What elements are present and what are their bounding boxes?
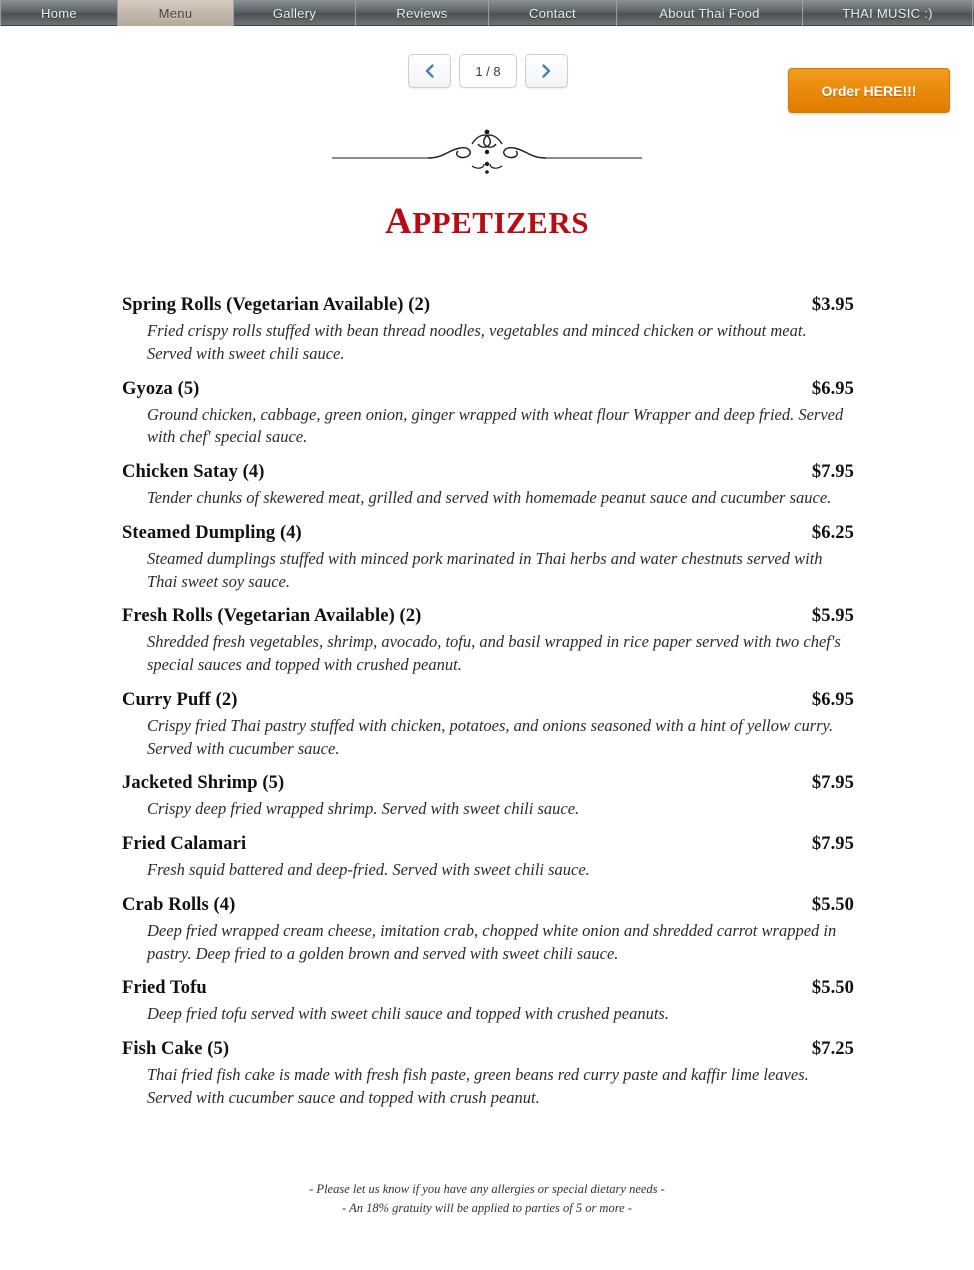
nav-item-label: Contact — [529, 5, 576, 21]
nav-item-label: THAI MUSIC :) — [842, 5, 933, 21]
menu-item-header — [120, 895, 854, 916]
menu-item-description: Deep fried tofu served with sweet chili sauce and topped with crushed peanuts. — [147, 1004, 669, 1024]
menu-item-header — [120, 1039, 854, 1060]
menu-page — [0, 26, 974, 1223]
menu-item-name: Crab Rolls (4) — [122, 894, 236, 915]
menu-item-name: Jacketed Shrimp (5) — [122, 773, 285, 794]
nav-item-thai-music[interactable] — [803, 0, 973, 26]
menu-item-header — [120, 462, 854, 483]
nav-item-contact[interactable] — [489, 0, 617, 26]
menu-item-price: $5.50 — [811, 978, 854, 999]
menu-item-price: $5.95 — [811, 606, 854, 627]
nav-item-reviews[interactable] — [356, 0, 489, 26]
menu-item-name: Gyoza (5) — [122, 378, 200, 399]
menu-item-description: Deep fried wrapped cream cheese, imitation crab, chopped white onion and shredded carrot wrapped in pastry. Deep fried to a golden brown and served with sweet chili sauce. — [147, 920, 837, 963]
menu-item-header — [120, 379, 854, 400]
next-page-button[interactable] — [525, 54, 568, 88]
page-counter: 1 / 8 — [459, 54, 517, 88]
chevron-right-icon — [541, 64, 552, 78]
menu-item-price: $5.50 — [811, 894, 854, 915]
page-title-rest: PPETIZERS — [412, 205, 589, 240]
menu-item-header — [120, 978, 854, 999]
nav-item-label: Gallery — [272, 5, 317, 21]
chevron-left-icon — [424, 64, 435, 78]
menu-item-description: Crispy fried Thai pastry stuffed with chicken, potatoes, and onions seasoned with a hint of yellow curry. Served with cucumber sauce. — [147, 715, 834, 758]
menu-item — [120, 523, 854, 594]
menu-item — [120, 379, 854, 450]
menu-item — [120, 462, 854, 510]
page-title — [0, 200, 974, 243]
nav-item-menu[interactable] — [118, 0, 234, 26]
nav-item-label: Menu — [158, 5, 193, 21]
page-navigation — [408, 54, 568, 88]
menu-item-description: Shredded fresh vegetables, shrimp, avocado, tofu, and basil wrapped in rice paper served with two chef's special sauces and topped with crushed peanut. — [147, 632, 841, 675]
menu-item-header — [120, 523, 854, 544]
menu-item-name: Fried Calamari — [122, 834, 247, 855]
menu-item-header — [120, 295, 854, 316]
menu-item-list — [120, 295, 854, 1110]
menu-item-name: Curry Puff (2) — [122, 689, 238, 710]
menu-item-description: Steamed dumplings stuffed with minced pork marinated in Thai herbs and water chestnuts served with Thai sweet soy sauce. — [147, 548, 823, 591]
menu-item — [120, 295, 854, 366]
menu-item-price: $7.95 — [811, 462, 854, 483]
nav-item-label: About Thai Food — [659, 5, 760, 21]
nav-item-home[interactable] — [0, 0, 118, 26]
menu-item-price: $6.95 — [811, 378, 854, 399]
menu-item-name: Steamed Dumpling (4) — [122, 522, 302, 543]
order-here-button[interactable]: Order HERE!!! — [788, 68, 950, 113]
menu-item-header — [120, 773, 854, 794]
page-title-initial: A — [384, 201, 413, 242]
menu-footer-notes — [0, 1180, 974, 1223]
nav-item-gallery[interactable] — [234, 0, 356, 26]
menu-item — [120, 773, 854, 821]
menu-item-price: $7.25 — [811, 1039, 854, 1060]
menu-item-name: Chicken Satay (4) — [122, 462, 265, 483]
nav-item-label: Home — [41, 5, 77, 21]
menu-item-name: Fried Tofu — [122, 978, 207, 999]
menu-item-description: Fresh squid battered and deep-fried. Served with sweet chili sauce. — [147, 860, 590, 880]
menu-item-description: Crispy deep fried wrapped shrimp. Served with sweet chili sauce. — [147, 799, 580, 819]
allergy-note: - Please let us know if you have any allergies or special dietary needs - — [309, 1181, 665, 1196]
menu-item — [120, 895, 854, 966]
menu-item — [120, 690, 854, 761]
decorative-divider — [0, 126, 974, 174]
menu-item-name: Spring Rolls (Vegetarian Available) (2) — [122, 295, 431, 315]
menu-item-description: Thai fried fish cake is made with fresh fish paste, green beans red curry paste and kaffir lime leaves. Served with cucumber sauce and topped with crush peanut. — [147, 1065, 809, 1108]
nav-item-about-thai-food[interactable] — [617, 0, 803, 26]
menu-item-price: $6.95 — [811, 689, 854, 710]
menu-item-description: Fried crispy rolls stuffed with bean thread noodles, vegetables and minced chicken or without meat. Served with sweet chili sauce. — [147, 321, 807, 363]
nav-item-label: Reviews — [396, 5, 448, 21]
menu-item-name: Fresh Rolls (Vegetarian Available) (2) — [122, 606, 422, 627]
menu-item-price: $6.25 — [811, 522, 854, 543]
menu-item-header — [120, 690, 854, 711]
menu-item-name: Fish Cake (5) — [122, 1039, 230, 1060]
menu-item-description: Ground chicken, cabbage, green onion, ginger wrapped with wheat flour Wrapper and deep fried. Served with chef' special sauce. — [147, 404, 844, 447]
flourish-ornament-icon — [332, 126, 642, 174]
menu-item-header — [120, 606, 854, 627]
gratuity-note: - An 18% gratuity will be applied to parties of 5 or more - — [342, 1201, 632, 1216]
menu-item — [120, 834, 854, 882]
menu-item-header — [120, 834, 854, 855]
main-navigation — [0, 0, 974, 26]
menu-item — [120, 978, 854, 1026]
menu-item-price: $3.95 — [811, 295, 854, 315]
menu-item — [120, 1039, 854, 1110]
menu-item-price: $7.95 — [811, 773, 854, 794]
menu-item-price: $7.95 — [811, 834, 854, 855]
previous-page-button[interactable] — [408, 54, 451, 88]
menu-item — [120, 606, 854, 677]
menu-item-description: Tender chunks of skewered meat, grilled and served with homemade peanut sauce and cucumber sauce. — [147, 488, 832, 508]
